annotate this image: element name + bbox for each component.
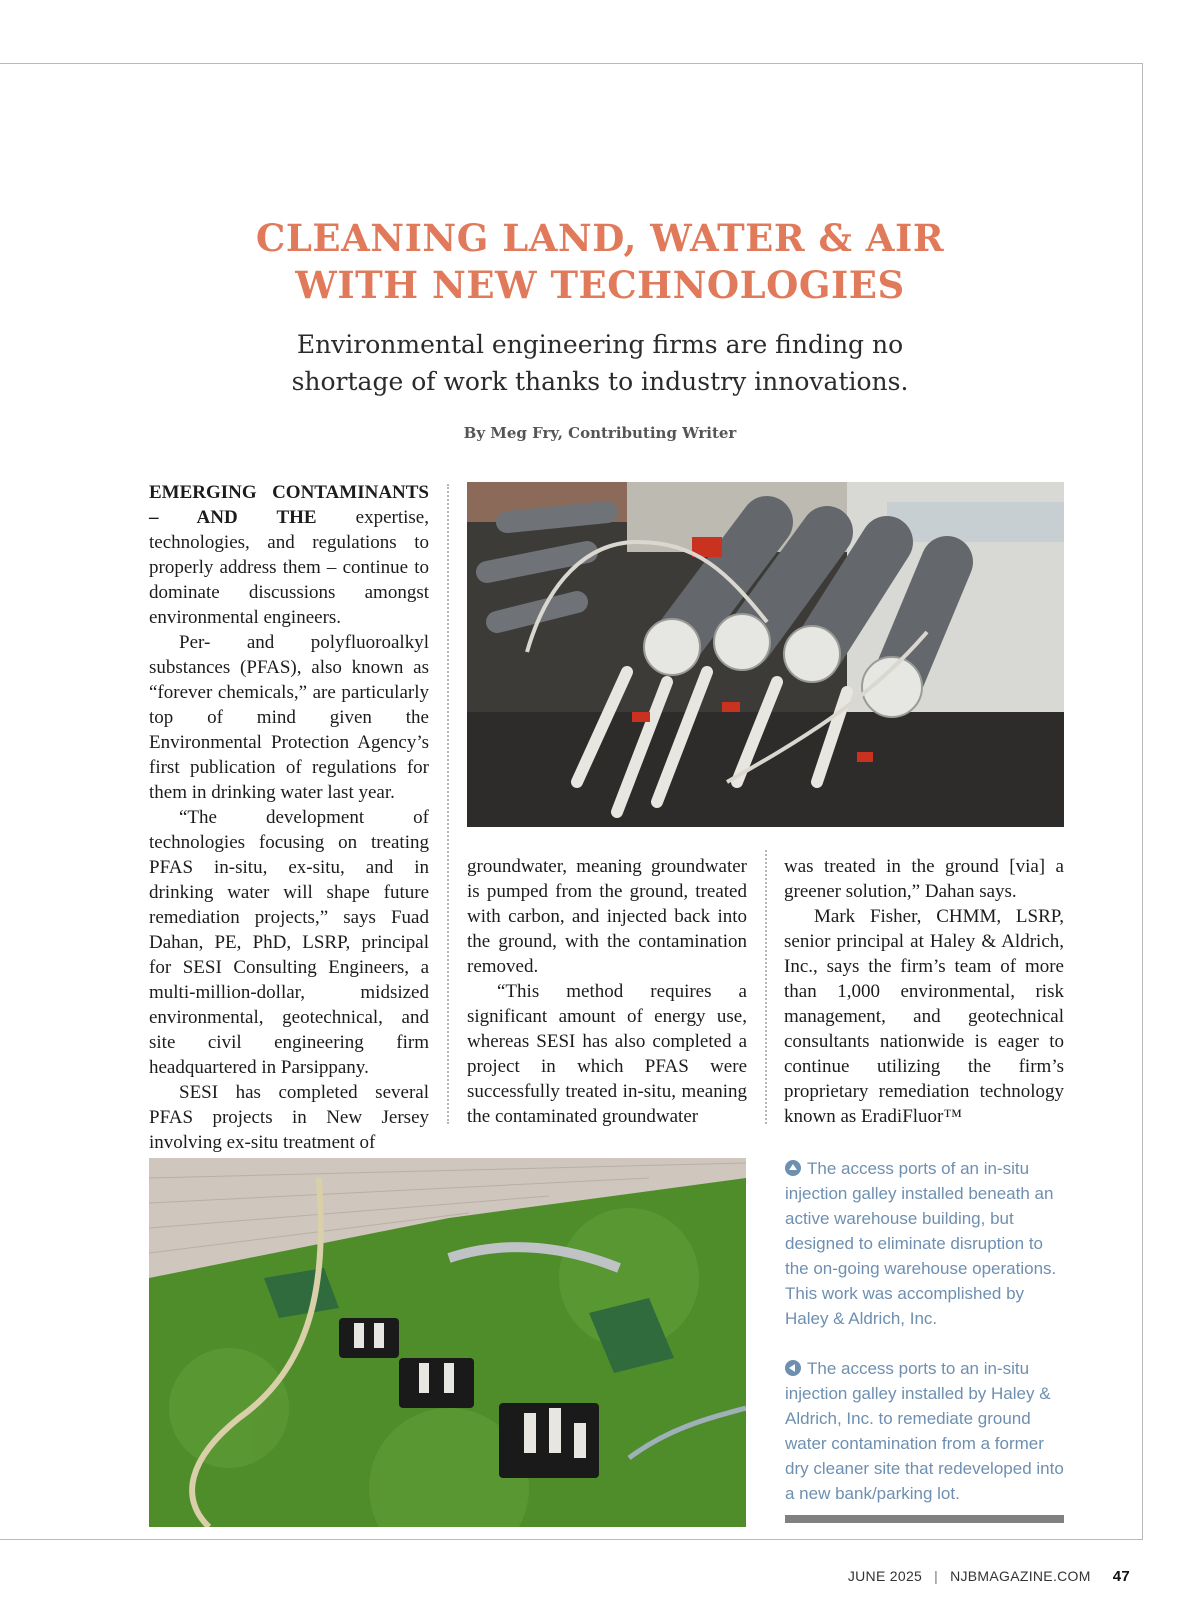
paragraph: “The development of technologies focusing on treating PFAS in-situ, ex-situ, and in drinking water will shape future remediation projects,” says Fuad Dahan, PE, PhD, LSRP, principal for SESI Consulting Engineers, a multi-million-dollar, midsized environmental, geotechnical, and site civil engineering firm headquartered in Parsippany.: [149, 807, 429, 1078]
lead-in: EMERGING CONTAMINANTS – AND THE: [149, 482, 429, 528]
photo-caption-top: [785, 1156, 1070, 1331]
caption-text: The access ports to an in-situ injection galley installed by Haley & Aldrich, Inc. to remediate ground water contamination from a former dry cleaner site that redeveloped into a new bank/parking lot.: [785, 1359, 1064, 1503]
column-divider: [447, 484, 449, 1124]
headline-line-2: WITH NEW TECHNOLOGIES: [295, 263, 905, 307]
column-divider: [765, 850, 767, 1124]
photo-warehouse-ports-image: [467, 482, 1064, 827]
paragraph: Mark Fisher, CHMM, LSRP, senior principal at Haley & Aldrich, Inc., says the firm’s team of more than 1,000 environmental, risk management, and geotechnical consultants nationwide is eager to continue utilizing the firm’s proprietary remediation technology known as EradiFluor™: [784, 906, 1064, 1127]
headline-line-1: CLEANING LAND, WATER & AIR: [255, 216, 945, 260]
lead-paragraph-text: expertise, technologies, and regulations to properly address them – continue to dominate discussions amongst environmental engineers.: [149, 507, 429, 628]
issue-date: JUNE 2025: [847, 1568, 923, 1584]
arrow-left-icon: [785, 1360, 801, 1376]
paragraph: [149, 480, 429, 630]
body-column-3: [784, 854, 1064, 1129]
paragraph: groundwater, meaning groundwater is pumped from the ground, treated with carbon, and injected back into the ground, with the contamination removed.: [467, 856, 747, 977]
footer-separator: |: [934, 1568, 939, 1584]
byline: By Meg Fry, Contributing Writer: [463, 424, 737, 442]
caption-text: The access ports of an in-situ injection galley installed beneath an active warehouse building, but designed to eliminate disruption to the on-going warehouse operations. This work was accomplished by Haley & Aldrich, Inc.: [785, 1159, 1057, 1328]
paragraph: Per- and polyfluoroalkyl substances (PFAS), also known as “forever chemicals,” are particularly top of mind given the Environmental Protection Agency’s first publication of regulations for them in drinking water last year.: [149, 632, 429, 803]
paragraph: SESI has completed several PFAS projects in New Jersey involving ex-situ treatment of: [149, 1082, 429, 1153]
page-number: 47: [1112, 1568, 1130, 1585]
paragraph: “This method requires a significant amount of energy use, whereas SESI has also completed a project in which PFAS were successfully treated in-situ, meaning the contaminated groundwater: [467, 981, 747, 1127]
page-footer: [848, 1568, 1130, 1585]
deck-line-2: shortage of work thanks to industry innovations.: [291, 367, 909, 396]
caption-rule: [785, 1515, 1064, 1523]
headline: [0, 215, 1200, 309]
arrow-up-icon: [785, 1160, 801, 1176]
deck: [0, 326, 1200, 400]
photo-warehouse-ports: [467, 482, 1064, 827]
body-column-2: [467, 854, 747, 1129]
deck-line-1: Environmental engineering firms are finding no: [296, 330, 904, 359]
photo-lawn-ports-image: [149, 1158, 746, 1527]
photo-caption-left: [785, 1356, 1070, 1506]
website: NJBMAGAZINE.COM: [950, 1568, 1091, 1584]
photo-lawn-ports: [149, 1158, 746, 1527]
body-column-1: [149, 480, 429, 1155]
paragraph: was treated in the ground [via] a greener solution,” Dahan says.: [784, 856, 1064, 902]
